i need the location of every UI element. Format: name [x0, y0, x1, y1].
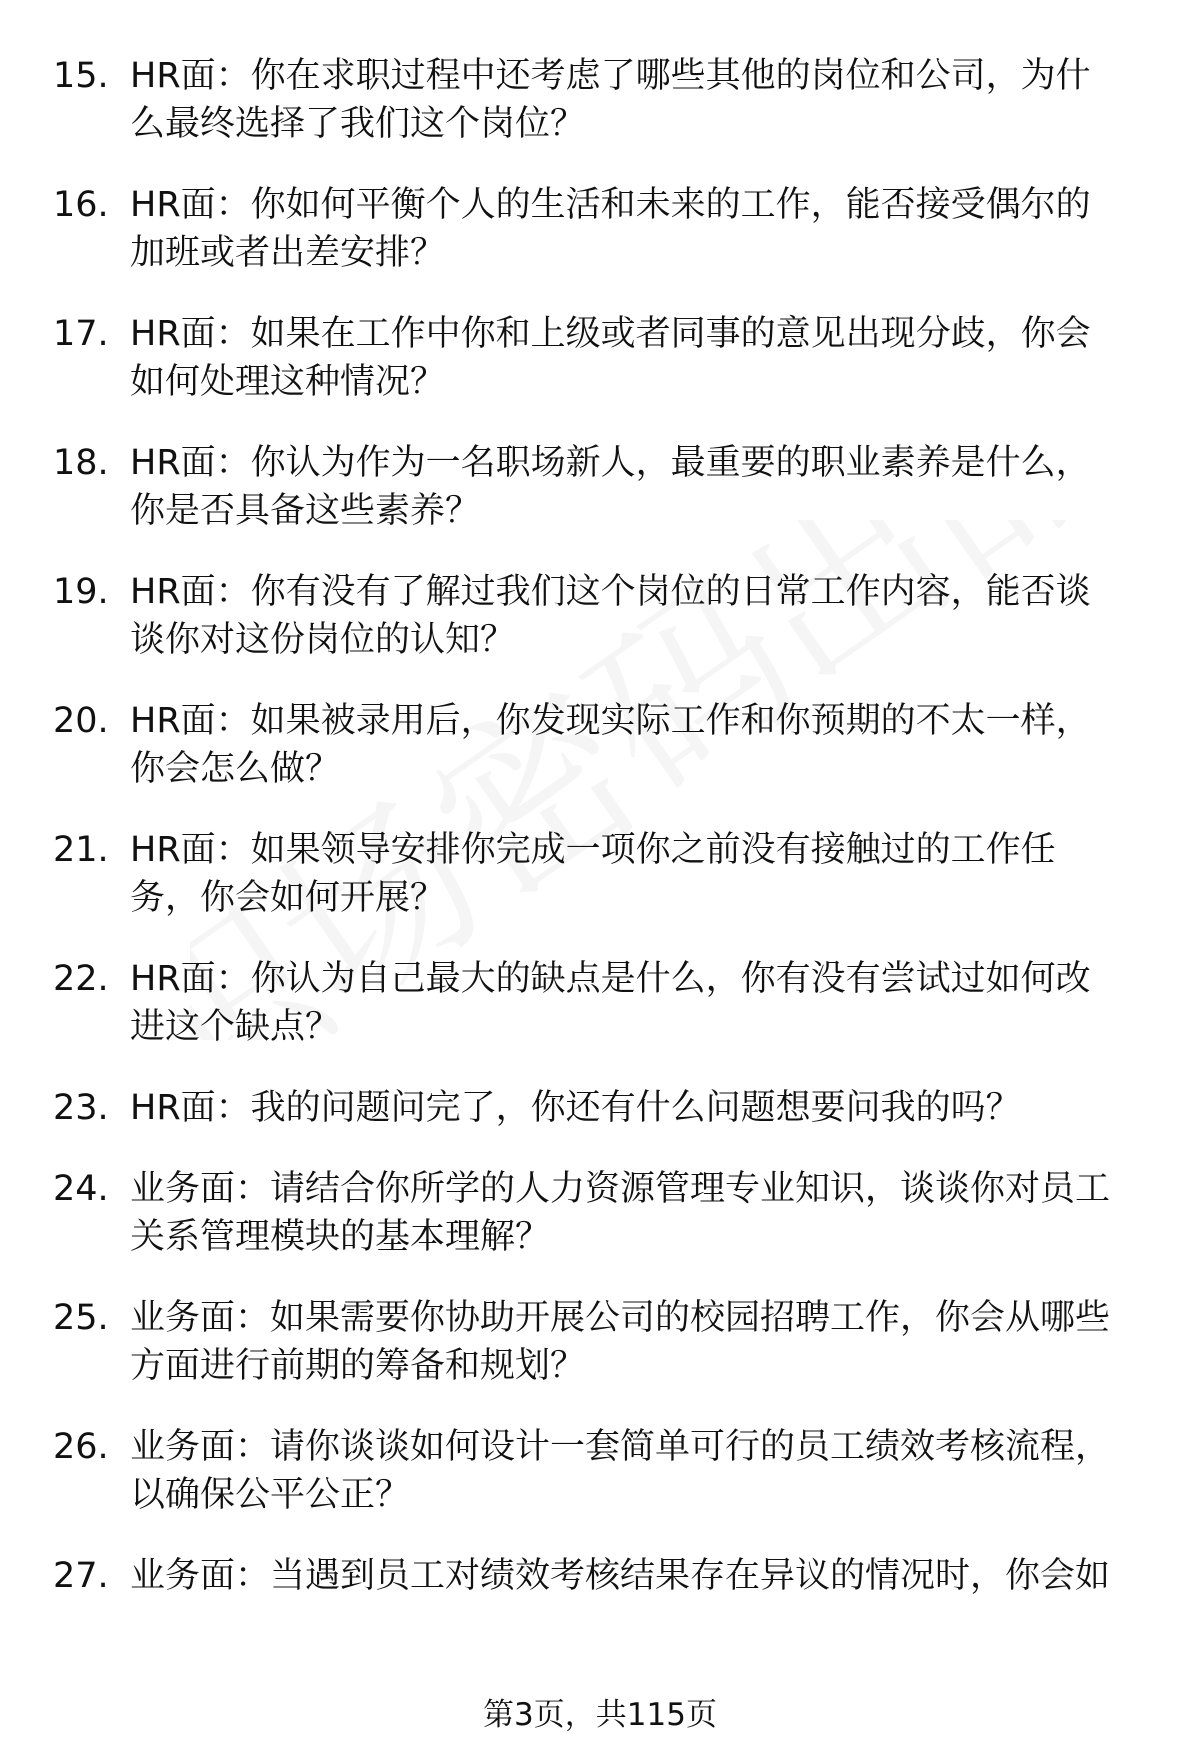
item-text: HR面：你如何平衡个人的生活和未来的工作，能否接受偶尔的加班或者出差安排？ — [130, 185, 1091, 273]
list-item — [53, 568, 1153, 664]
list-item — [53, 1552, 1153, 1600]
question-list — [53, 52, 1153, 1633]
list-item — [53, 181, 1153, 277]
list-item — [53, 955, 1153, 1051]
list-item — [53, 1084, 1153, 1132]
item-number: 18. — [53, 443, 109, 483]
item-text: HR面：你有没有了解过我们这个岗位的日常工作内容，能否谈谈你对这份岗位的认知？ — [130, 572, 1091, 660]
item-number: 15. — [53, 56, 109, 96]
item-text: 业务面：请结合你所学的人力资源管理专业知识，谈谈你对员工关系管理模块的基本理解？ — [130, 1169, 1111, 1257]
item-number: 25. — [53, 1298, 109, 1338]
item-text: 业务面：如果需要你协助开展公司的校园招聘工作，你会从哪些方面进行前期的筹备和规划？ — [130, 1298, 1111, 1386]
item-text: HR面：如果领导安排你完成一项你之前没有接触过的工作任务，你会如何开展？ — [130, 830, 1056, 918]
item-text: HR面：我的问题问完了，你还有什么问题想要问我的吗？ — [130, 1088, 1021, 1128]
item-text: HR面：你在求职过程中还考虑了哪些其他的岗位和公司，为什么最终选择了我们这个岗位？ — [130, 56, 1091, 144]
item-text: 业务面：请你谈谈如何设计一套简单可行的员工绩效考核流程，以确保公平公正？ — [130, 1427, 1111, 1515]
item-text: HR面：如果被录用后，你发现实际工作和你预期的不太一样，你会怎么做？ — [130, 701, 1091, 789]
item-text: 业务面：当遇到员工对绩效考核结果存在异议的情况时，你会如 — [130, 1556, 1111, 1596]
list-item — [53, 1423, 1153, 1519]
item-number: 21. — [53, 830, 109, 870]
list-item — [53, 310, 1153, 406]
item-number: 16. — [53, 185, 109, 225]
item-text: HR面：如果在工作中你和上级或者同事的意见出现分歧，你会如何处理这种情况？ — [130, 314, 1091, 402]
item-number: 26. — [53, 1427, 109, 1467]
list-item — [53, 52, 1153, 148]
item-number: 22. — [53, 959, 109, 999]
list-item — [53, 826, 1153, 922]
page-footer: 第3页，共115页 — [483, 1697, 717, 1733]
list-item — [53, 439, 1153, 535]
watermark-text: 职场密码出品 — [190, 520, 1090, 1040]
item-number: 24. — [53, 1169, 109, 1209]
list-item — [53, 697, 1153, 793]
item-text: HR面：你认为作为一名职场新人，最重要的职业素养是什么，你是否具备这些素养？ — [130, 443, 1091, 531]
item-number: 17. — [53, 314, 109, 354]
list-item — [53, 1165, 1153, 1261]
list-item — [53, 1294, 1153, 1390]
item-number: 27. — [53, 1556, 109, 1596]
item-number: 19. — [53, 572, 109, 612]
item-text: HR面：你认为自己最大的缺点是什么，你有没有尝试过如何改进这个缺点？ — [130, 959, 1091, 1047]
item-number: 20. — [53, 701, 109, 741]
item-number: 23. — [53, 1088, 109, 1128]
